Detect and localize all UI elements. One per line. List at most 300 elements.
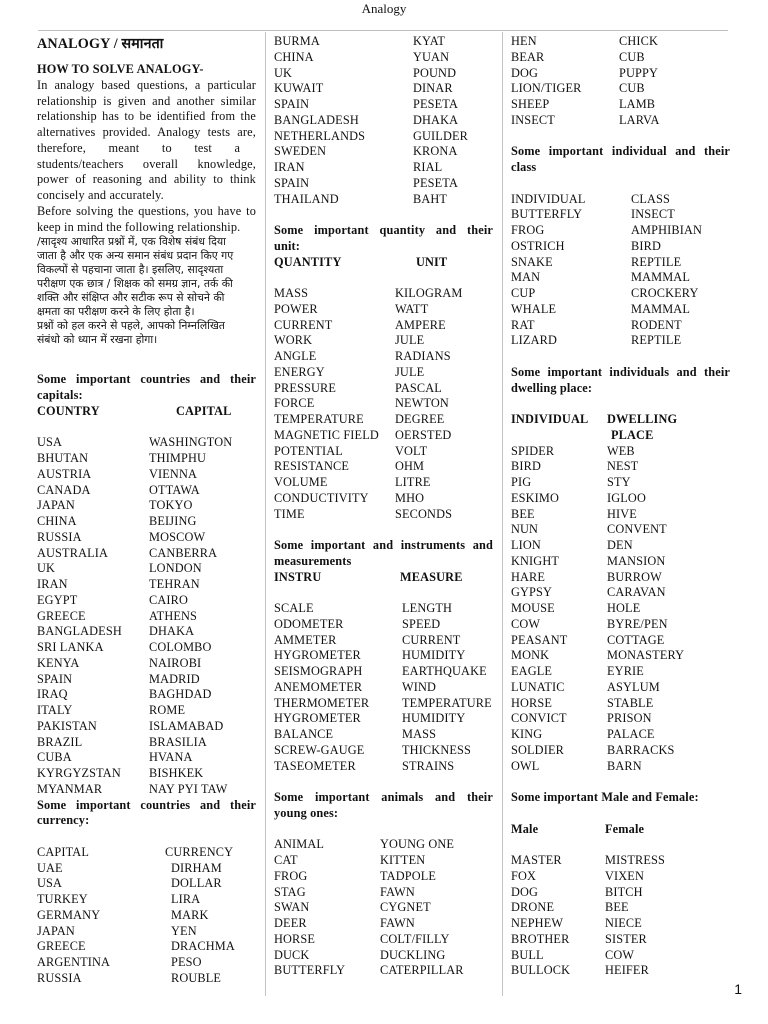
- list-item: [511, 601, 730, 617]
- pair-value: NAIROBI: [149, 655, 202, 670]
- list-item: [37, 498, 256, 514]
- term: LION: [511, 538, 541, 552]
- term: KING: [511, 727, 543, 741]
- term: SPAIN: [274, 175, 310, 190]
- list-item: [37, 435, 256, 451]
- section-heading: Some important individual and their: [511, 144, 730, 159]
- pair-value: LARVA: [619, 112, 660, 127]
- list-item: [274, 633, 493, 649]
- countries-list: [37, 435, 256, 797]
- table-header: [511, 412, 730, 428]
- column-header: CAPITAL: [37, 844, 89, 859]
- list-item: [274, 963, 493, 979]
- pair-value: POUND: [413, 65, 457, 80]
- term: GYPSY: [511, 585, 553, 600]
- pair-value: RIAL: [413, 160, 443, 174]
- column-1: [37, 34, 256, 987]
- section-heading: capitals:: [37, 388, 83, 402]
- list-item: [511, 113, 730, 129]
- term: BANGLADESH: [274, 112, 359, 127]
- term: HYGROMETER: [274, 648, 361, 663]
- pair-value: STABLE: [607, 695, 654, 710]
- term: UK: [37, 561, 56, 576]
- list-item: [511, 554, 730, 570]
- pair-value: DUCKLING: [380, 947, 446, 962]
- pair-value: LENGTH: [402, 601, 453, 615]
- list-item: [511, 932, 730, 948]
- term: SWAN: [274, 900, 310, 915]
- dwelling-list: [511, 444, 730, 775]
- page-number: 1: [734, 981, 742, 997]
- list-item: [274, 680, 493, 696]
- term: THERMOMETER: [274, 695, 370, 710]
- term: GREECE: [37, 939, 86, 954]
- section-heading: measurements: [274, 553, 352, 568]
- term: MAN: [511, 270, 541, 285]
- list-item: [511, 900, 730, 916]
- list-item: [274, 160, 493, 176]
- term: KUWAIT: [274, 81, 324, 96]
- pair-value: PESO: [171, 955, 202, 969]
- hindi-line: संबंधो को ध्यान में रखना होगा।: [37, 333, 158, 347]
- pair-value: RODENT: [631, 317, 682, 332]
- term: POWER: [274, 301, 318, 316]
- pair-value: LONDON: [149, 561, 202, 576]
- term: WHALE: [511, 301, 557, 316]
- pair-value: BISHKEK: [149, 766, 204, 780]
- term: EGYPT: [37, 592, 78, 607]
- term: SPIDER: [511, 443, 555, 458]
- pair-value: BARRACKS: [607, 742, 675, 757]
- class-list: [511, 192, 730, 350]
- list-item: [511, 617, 730, 633]
- pair-value: SISTER: [605, 931, 647, 946]
- list-item: [511, 475, 730, 491]
- pair-value: LAMB: [619, 97, 656, 111]
- term: USA: [37, 435, 63, 450]
- pair-value: BARN: [607, 758, 642, 773]
- list-item: [511, 223, 730, 239]
- column-header: INDIVIDUAL: [511, 412, 589, 426]
- list-item: [274, 459, 493, 475]
- pair-value: PUPPY: [619, 65, 659, 80]
- pair-value: CARAVAN: [607, 585, 666, 600]
- table-header: [511, 428, 730, 444]
- pair-value: DHAKA: [413, 112, 459, 127]
- list-item: [274, 302, 493, 318]
- term: AUSTRIA: [37, 466, 92, 481]
- pair-value: BIRD: [631, 238, 661, 253]
- section-heading: Some important individuals and their: [511, 364, 730, 379]
- pair-value: HOLE: [607, 601, 641, 615]
- list-item: [37, 672, 256, 688]
- para-line: In analogy based questions, a particular: [37, 77, 256, 92]
- term: FROG: [274, 868, 308, 883]
- term: THAILAND: [274, 191, 339, 206]
- term: SNAKE: [511, 254, 553, 269]
- term: SEISMOGRAPH: [274, 664, 363, 678]
- list-item: [511, 633, 730, 649]
- term: TASEOMETER: [274, 758, 356, 773]
- pair-value: NEST: [607, 459, 639, 474]
- para-line: concisely and accurately.: [37, 188, 164, 202]
- pair-value: FAWN: [380, 884, 415, 899]
- list-item: [274, 50, 493, 66]
- term: MAGNETIC FIELD: [274, 427, 379, 442]
- list-item: [274, 192, 493, 208]
- column-header: DWELLING: [607, 412, 678, 426]
- term: SPAIN: [37, 671, 73, 686]
- pair-value: AMPERE: [395, 317, 446, 332]
- pair-value: TADPOLE: [380, 868, 437, 883]
- pair-value: DINAR: [413, 81, 453, 96]
- pair-value: MISTRESS: [605, 853, 665, 867]
- quantity-list: [274, 286, 493, 522]
- pair-value: ATHENS: [149, 608, 198, 623]
- list-item: [37, 640, 256, 656]
- column-header: QUANTITY: [274, 254, 342, 269]
- list-item: [511, 66, 730, 82]
- pair-value: INSECT: [631, 207, 675, 222]
- list-item: [511, 869, 730, 885]
- term: FOX: [511, 868, 537, 883]
- term: HORSE: [274, 931, 316, 946]
- term: BIRD: [511, 459, 541, 474]
- list-item: [37, 687, 256, 703]
- list-item: [37, 924, 256, 940]
- pair-value: MONASTERY: [607, 648, 685, 663]
- pair-value: PESETA: [413, 175, 459, 190]
- pair-value: BYRE/PEN: [607, 616, 668, 631]
- term: BEE: [511, 506, 535, 521]
- pair-value: DRACHMA: [171, 939, 235, 954]
- list-item: [37, 593, 256, 609]
- list-item: [37, 656, 256, 672]
- term: LIZARD: [511, 333, 557, 348]
- list-item: [511, 286, 730, 302]
- term: UAE: [37, 860, 63, 875]
- list-item: [274, 601, 493, 617]
- list-item: [37, 719, 256, 735]
- list-item: [511, 853, 730, 869]
- list-item: [511, 97, 730, 113]
- list-item: [37, 892, 256, 908]
- pair-value: MOSCOW: [149, 529, 206, 544]
- pair-value: PRISON: [607, 711, 652, 726]
- pair-value: JULE: [395, 364, 425, 379]
- pair-value: CUB: [619, 49, 645, 64]
- pair-value: CAIRO: [149, 592, 189, 607]
- list-item: [511, 34, 730, 50]
- list-item: [274, 696, 493, 712]
- list-item: [274, 617, 493, 633]
- pair-value: OTTAWA: [149, 482, 200, 497]
- pair-value: WEB: [607, 443, 635, 458]
- pair-value: KILOGRAM: [395, 286, 463, 300]
- term: MOUSE: [511, 601, 555, 615]
- running-head: Analogy: [361, 1, 407, 16]
- term: CURRENT: [274, 317, 333, 332]
- pair-value: HVANA: [149, 750, 193, 765]
- term: PRESSURE: [274, 380, 337, 395]
- list-item: [511, 239, 730, 255]
- term: DRONE: [511, 900, 555, 915]
- list-item: [37, 703, 256, 719]
- list-item: [274, 664, 493, 680]
- pair-value: YUAN: [413, 49, 450, 64]
- list-item: [274, 428, 493, 444]
- column-header: INSTRU: [274, 569, 322, 584]
- list-item: [274, 507, 493, 523]
- pair-value: DEN: [607, 538, 633, 552]
- pair-value: YEN: [171, 923, 197, 938]
- pair-value: CATERPILLAR: [380, 963, 464, 978]
- term: BEAR: [511, 49, 545, 64]
- term: BULL: [511, 947, 544, 962]
- list-item: [511, 459, 730, 475]
- pair-value: JULE: [395, 333, 425, 348]
- term: IRAQ: [37, 687, 68, 702]
- pair-value: WASHINGTON: [149, 435, 233, 450]
- list-item: [274, 286, 493, 302]
- term: SWEDEN: [274, 144, 327, 159]
- term: BRAZIL: [37, 734, 83, 749]
- list-item: [37, 530, 256, 546]
- list-item: [37, 577, 256, 593]
- term: BULLOCK: [511, 963, 571, 978]
- pair-value: KRONA: [413, 144, 458, 159]
- section-heading: Some important quantity and their: [274, 223, 493, 237]
- pair-value: DEGREE: [395, 412, 445, 426]
- column-header: CURRENCY: [165, 844, 234, 859]
- para-line: alternatives provided. Analogy tests are,: [37, 125, 256, 139]
- pair-value: MARK: [171, 907, 209, 922]
- pair-value: ASYLUM: [607, 679, 660, 694]
- list-item: [511, 664, 730, 680]
- term: BUTTERFLY: [274, 963, 346, 978]
- pair-value: SPEED: [402, 616, 441, 631]
- list-item: [511, 81, 730, 97]
- pair-value: COLT/FILLY: [380, 931, 450, 946]
- term: CUP: [511, 286, 536, 300]
- term: COW: [511, 616, 541, 631]
- pair-value: TEHRAN: [149, 577, 200, 591]
- term: INSECT: [511, 112, 555, 127]
- list-item: [511, 192, 730, 208]
- list-item: [274, 333, 493, 349]
- term: ANGLE: [274, 349, 317, 363]
- term: ARGENTINA: [37, 955, 111, 969]
- list-item: [274, 916, 493, 932]
- para-line: students/teachers overall knowledge,: [37, 156, 256, 171]
- term: TURKEY: [37, 892, 88, 906]
- term: RAT: [511, 317, 535, 332]
- list-item: [511, 963, 730, 979]
- pair-value: TOKYO: [149, 498, 193, 513]
- column-header: UNIT: [416, 254, 448, 269]
- pair-value: NEWTON: [395, 396, 449, 411]
- list-item: [37, 451, 256, 467]
- pair-value: VIXEN: [605, 868, 644, 883]
- list-item: [274, 475, 493, 491]
- pair-value: DOLLAR: [171, 876, 222, 891]
- table-header: [511, 822, 730, 838]
- pair-value: CUB: [619, 81, 645, 96]
- pair-value: STY: [607, 475, 631, 489]
- term: HYGROMETER: [274, 711, 361, 726]
- term: MYANMAR: [37, 781, 103, 796]
- term: CANADA: [37, 482, 91, 497]
- list-item: [37, 955, 256, 971]
- list-item: [274, 113, 493, 129]
- term: HARE: [511, 569, 546, 584]
- term: CONDUCTIVITY: [274, 490, 369, 505]
- gender-list: [511, 853, 730, 979]
- term: CONVICT: [511, 711, 567, 726]
- table-header: [274, 837, 493, 853]
- term: FROG: [511, 223, 545, 237]
- pair-value: BEIJING: [149, 514, 197, 528]
- term: NUN: [511, 522, 539, 537]
- para-line: relationship has to be identified from the: [37, 109, 256, 124]
- pair-value: PALACE: [607, 727, 655, 741]
- pair-value: OERSTED: [395, 427, 452, 442]
- list-item: [511, 444, 730, 460]
- pair-value: MASS: [402, 727, 437, 741]
- list-item: [37, 546, 256, 562]
- list-item: [511, 743, 730, 759]
- term: JAPAN: [37, 923, 75, 938]
- pair-value: VOLT: [395, 443, 428, 458]
- pair-value: MAMMAL: [631, 270, 690, 285]
- term: KYRGYZSTAN: [37, 766, 121, 780]
- pair-value: BEE: [605, 900, 629, 915]
- pair-value: THICKNESS: [402, 742, 471, 757]
- term: CHINA: [37, 514, 77, 528]
- term: PAKISTAN: [37, 718, 97, 733]
- list-item: [511, 727, 730, 743]
- instruments-list: [274, 601, 493, 774]
- pair-value: CURRENT: [402, 632, 461, 647]
- pair-value: HUMIDITY: [402, 711, 466, 726]
- list-item: [511, 255, 730, 271]
- list-item: [274, 349, 493, 365]
- list-item: [274, 34, 493, 50]
- list-item: [37, 467, 256, 483]
- pair-value: KYAT: [413, 34, 446, 48]
- term: DUCK: [274, 947, 310, 962]
- term: RESISTANCE: [274, 459, 349, 474]
- term: GERMANY: [37, 907, 101, 922]
- list-item: [37, 561, 256, 577]
- pair-value: COTTAGE: [607, 632, 665, 647]
- list-item: [274, 869, 493, 885]
- section-heading: Some important countries and their: [37, 372, 256, 387]
- pair-value: OHM: [395, 459, 425, 474]
- list-item: [511, 522, 730, 538]
- section-heading: Some important and instruments and: [274, 538, 493, 552]
- term: AUSTRALIA: [37, 545, 109, 560]
- para-line: keep in mind the following relationship.: [37, 219, 241, 234]
- list-item: [511, 318, 730, 334]
- term: ODOMETER: [274, 616, 344, 631]
- list-item: [274, 444, 493, 460]
- pair-value: STRAINS: [402, 758, 455, 773]
- section-heading: currency:: [37, 813, 90, 828]
- pair-value: AMPHIBIAN: [631, 223, 703, 237]
- list-item: [37, 861, 256, 877]
- term: BROTHER: [511, 931, 570, 946]
- pair-value: THIMPHU: [149, 451, 207, 465]
- term: EAGLE: [511, 664, 553, 678]
- term: SRI LANKA: [37, 640, 104, 654]
- column-header: Female: [605, 821, 645, 836]
- pair-value: COW: [605, 947, 635, 962]
- term: BALANCE: [274, 727, 334, 741]
- para-line: therefore, meant to test a: [37, 140, 241, 155]
- term: LION/TIGER: [511, 81, 582, 96]
- term: NEPHEW: [511, 916, 564, 930]
- pair-value: EARTHQUAKE: [402, 664, 487, 678]
- list-item: [511, 680, 730, 696]
- section-heading: class: [511, 160, 537, 174]
- pair-value: SECONDS: [395, 506, 453, 521]
- pair-value: BAGHDAD: [149, 687, 212, 702]
- young-ones-list: [274, 853, 493, 979]
- list-item: [37, 971, 256, 987]
- list-item: [274, 396, 493, 412]
- list-item: [37, 908, 256, 924]
- list-item: [37, 876, 256, 892]
- para-line: power of reasoning and ability to think: [37, 172, 256, 187]
- term: LUNATIC: [511, 679, 565, 694]
- column-header: COUNTRY: [37, 403, 100, 418]
- pair-value: GUILDER: [413, 128, 469, 143]
- pair-value: CROCKERY: [631, 286, 699, 300]
- howto-paragraph: [37, 78, 256, 236]
- hindi-line: क्षमता का परीक्षण करने के लिए होता है।: [37, 305, 195, 319]
- hindi-line: /सादृश्य आधारित प्रश्नों में, एक विशेष संबंध दिया: [37, 235, 226, 249]
- list-item: [37, 624, 256, 640]
- pair-value: RADIANS: [395, 349, 451, 363]
- list-item: [274, 144, 493, 160]
- term: INDIVIDUAL: [511, 191, 586, 206]
- section-heading: young ones:: [274, 805, 339, 820]
- list-item: [274, 885, 493, 901]
- section-heading: Some important countries and their: [37, 797, 256, 812]
- pair-value: WIND: [402, 679, 437, 694]
- list-item: [274, 711, 493, 727]
- hindi-paragraph: [37, 235, 256, 347]
- term: MASS: [274, 286, 309, 300]
- term: IRAN: [274, 160, 305, 174]
- list-item: [274, 648, 493, 664]
- column-header: PLACE: [611, 427, 654, 442]
- pair-value: ROME: [149, 703, 186, 717]
- term: BURMA: [274, 34, 320, 48]
- column-3: [511, 34, 730, 979]
- pair-value: CYGNET: [380, 900, 431, 915]
- pair-value: DHAKA: [149, 624, 195, 639]
- section-heading: Some important Male and Female:: [511, 790, 699, 804]
- list-item: [274, 759, 493, 775]
- pair-value: BAHT: [413, 191, 448, 206]
- term: JAPAN: [37, 498, 75, 513]
- para-line: relationship is given and another similar: [37, 93, 256, 108]
- list-item: [274, 932, 493, 948]
- table-header: [274, 570, 493, 586]
- list-item: [511, 507, 730, 523]
